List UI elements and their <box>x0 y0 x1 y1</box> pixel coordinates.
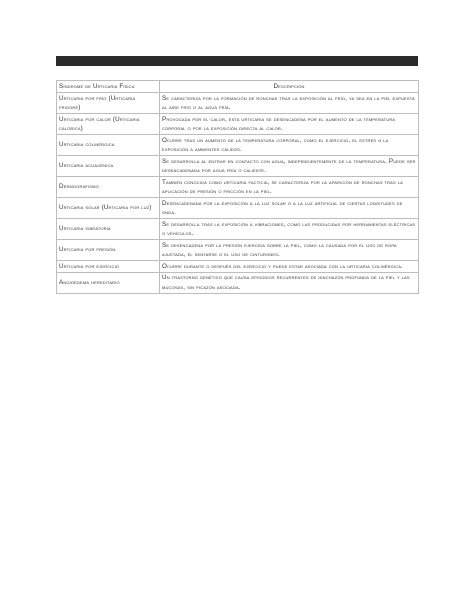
syndrome-description: Se caracteriza por la formación de ronchas tras la exposición al frío, ya sea en la piel expuesta al aire frío o al agua fría. <box>160 93 419 114</box>
syndrome-name: Urticaria por frío (Urticaria frigore) <box>57 93 160 114</box>
syndrome-name: Dermografismo <box>57 177 160 198</box>
table-row <box>57 135 419 156</box>
syndrome-name: Urticaria vibratoria <box>57 219 160 240</box>
table-row <box>57 219 419 240</box>
header-description: Descripción <box>160 81 419 93</box>
syndrome-description: También conocida como urticaria facticia, se caracteriza por la aparición de ronchas tras la aplicación de presión o fricción en la piel. <box>160 177 419 198</box>
syndrome-description: Desencadenada por la exposición a la luz solar o a la luz artificial de ciertas longitudes de onda. <box>160 198 419 219</box>
syndrome-name: Urticaria por presión <box>57 240 160 261</box>
urticaria-table <box>56 80 419 294</box>
syndrome-name: Urticaria acuagénica <box>57 156 160 177</box>
table-row <box>57 177 419 198</box>
header-syndrome: Síndrome de Urticaria Física <box>57 81 160 93</box>
syndrome-name: Angioedema hereditario <box>57 272 160 293</box>
table-row <box>57 156 419 177</box>
table-header-row <box>57 81 419 93</box>
syndrome-name: Urticaria por calor (Urticaria calorica) <box>57 114 160 135</box>
syndrome-description: Provocada por el calor, esta urticaria se desencadena por el aumento de la temperatura corporal o por la exposición directa al calor. <box>160 114 419 135</box>
table-row <box>57 198 419 219</box>
syndrome-description: Se desencadena por la presión ejercida sobre la piel, como la causada por el uso de ropa ajustada, el sentarse o el uso de cinturones. <box>160 240 419 261</box>
syndrome-name: Urticaria por ejercicio <box>57 261 160 273</box>
table-row <box>57 261 419 273</box>
syndrome-name: Urticaria colinérgica <box>57 135 160 156</box>
table-row <box>57 272 419 293</box>
syndrome-description: Ocurre durante o después del ejercicio y puede estar asociada con la urticaria colinérgica. <box>160 261 419 273</box>
header-bar <box>56 56 418 66</box>
table-row <box>57 114 419 135</box>
syndrome-description: Ocurre tras un aumento de la temperatura corporal, como el ejercicio, el estrés o la exposición a ambientes cálidos. <box>160 135 419 156</box>
table-row <box>57 240 419 261</box>
syndrome-description: Se desarrolla tras la exposición a vibraciones, como las producidas por herramientas eléctricas o vehículos. <box>160 219 419 240</box>
table-row <box>57 93 419 114</box>
syndrome-description: Un trastorno genético que causa episodios recurrentes de hinchazón profunda de la piel y las mucosas, sin picazón asociada. <box>160 272 419 293</box>
syndrome-name: Urticaria solar (Urticaria por luz) <box>57 198 160 219</box>
syndrome-description: Se desarrolla al entrar en contacto con agua, independientemente de la temperatura. Puede ser desencadenada por agua fría o caliente. <box>160 156 419 177</box>
